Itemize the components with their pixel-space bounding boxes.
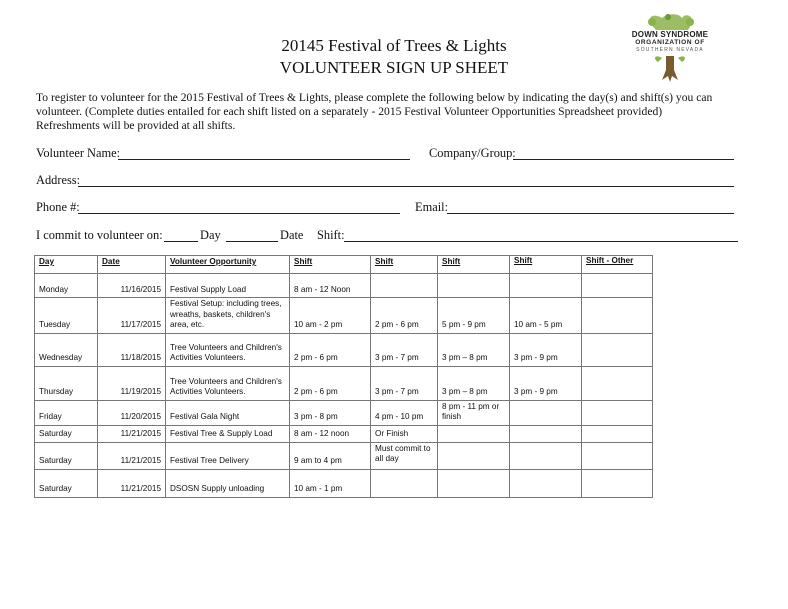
cell-date: 11/21/2015 xyxy=(98,469,166,497)
cell-day: Saturday xyxy=(35,425,98,442)
cell-shift[interactable]: 8 pm - 11 pm or finish xyxy=(438,400,510,425)
cell-shift[interactable] xyxy=(510,442,582,469)
column-header-date: Date xyxy=(98,256,166,274)
cell-date: 11/18/2015 xyxy=(98,333,166,366)
cell-shift[interactable] xyxy=(438,469,510,497)
cell-shift[interactable]: 10 am - 2 pm xyxy=(290,298,371,334)
column-header-shift: Shift xyxy=(290,256,371,274)
cell-shift[interactable]: 3 pm – 8 pm xyxy=(438,366,510,400)
logo-text-line3: SOUTHERN NEVADA xyxy=(636,47,704,53)
cell-date: 11/21/2015 xyxy=(98,425,166,442)
cell-shift-other[interactable] xyxy=(582,469,653,497)
cell-opportunity: Tree Volunteers and Children's Activities Volunteers. xyxy=(166,333,290,366)
cell-date: 11/19/2015 xyxy=(98,366,166,400)
cell-shift-other[interactable] xyxy=(582,442,653,469)
cell-shift[interactable]: 8 am - 12 noon xyxy=(290,425,371,442)
logo-text-line1: DOWN SYNDROME xyxy=(631,30,709,39)
table-header-row xyxy=(35,256,653,274)
cell-day: Saturday xyxy=(35,469,98,497)
table-row xyxy=(35,274,653,298)
commit-date-field[interactable] xyxy=(226,241,278,242)
intro-line: To register to volunteer for the 2015 Festival of Trees & Lights, please complete the following below by indicating the day(s) and shift(s) you can xyxy=(36,91,713,104)
logo-text-line2: ORGANIZATION OF xyxy=(635,39,705,46)
table-row xyxy=(35,366,653,400)
cell-shift[interactable]: 3 pm - 7 pm xyxy=(371,366,438,400)
page-subtitle: VOLUNTEER SIGN UP SHEET xyxy=(279,58,509,77)
cell-opportunity: DSOSN Supply unloading xyxy=(166,469,290,497)
cell-shift[interactable]: 10 am - 1 pm xyxy=(290,469,371,497)
cell-shift[interactable] xyxy=(438,274,510,298)
cell-shift-other[interactable] xyxy=(582,400,653,425)
cell-opportunity: Festival Setup: including trees, wreaths, baskets, children's area, etc. xyxy=(166,298,290,334)
intro-paragraph xyxy=(36,91,756,133)
column-header-day: Day xyxy=(35,256,98,274)
table-row xyxy=(35,425,653,442)
cell-shift[interactable] xyxy=(510,274,582,298)
cell-shift-other[interactable] xyxy=(582,425,653,442)
cell-opportunity: Festival Tree & Supply Load xyxy=(166,425,290,442)
table-row xyxy=(35,400,653,425)
phone-label: Phone #: xyxy=(36,200,80,214)
cell-date: 11/21/2015 xyxy=(98,442,166,469)
cell-shift[interactable]: 10 am - 5 pm xyxy=(510,298,582,334)
volunteer-name-label: Volunteer Name: xyxy=(36,146,121,160)
intro-line: Refreshments will be provided at all shifts. xyxy=(36,119,236,132)
cell-shift[interactable]: Or Finish xyxy=(371,425,438,442)
cell-shift[interactable]: 2 pm - 6 pm xyxy=(290,333,371,366)
cell-shift[interactable]: 2 pm - 6 pm xyxy=(371,298,438,334)
cell-date: 11/20/2015 xyxy=(98,400,166,425)
column-header-shift-other: Shift - Other xyxy=(582,256,653,274)
address-field[interactable] xyxy=(78,186,734,187)
cell-day: Friday xyxy=(35,400,98,425)
cell-shift-other[interactable] xyxy=(582,366,653,400)
intro-line: volunteer. (Complete duties entailed for each shift listed on a separately - 2015 Festival Volunteer Opportunities Spreadsheet provided) xyxy=(36,105,663,118)
cell-shift[interactable]: 3 pm - 9 pm xyxy=(510,333,582,366)
column-header-opportunity: Volunteer Opportunity xyxy=(166,256,290,274)
commit-label: I commit to volunteer on: xyxy=(36,228,163,242)
cell-day: Monday xyxy=(35,274,98,298)
cell-shift-other[interactable] xyxy=(582,274,653,298)
commit-shift-field[interactable] xyxy=(344,241,738,242)
phone-field[interactable] xyxy=(78,213,400,214)
cell-shift[interactable]: 8 am - 12 Noon xyxy=(290,274,371,298)
table-row xyxy=(35,298,653,334)
email-label: Email: xyxy=(415,200,449,214)
table-row xyxy=(35,469,653,497)
company-label: Company/Group: xyxy=(429,146,516,160)
volunteer-name-field[interactable] xyxy=(118,159,410,160)
cell-opportunity: Festival Supply Load xyxy=(166,274,290,298)
cell-day: Thursday xyxy=(35,366,98,400)
organization-logo xyxy=(622,14,718,84)
day-label: Day xyxy=(200,228,221,242)
cell-date: 11/16/2015 xyxy=(98,274,166,298)
address-label: Address: xyxy=(36,173,81,187)
cell-shift[interactable] xyxy=(438,425,510,442)
cell-day: Tuesday xyxy=(35,298,98,334)
cell-shift[interactable] xyxy=(510,469,582,497)
cell-shift[interactable]: 5 pm - 9 pm xyxy=(438,298,510,334)
cell-opportunity: Festival Tree Delivery xyxy=(166,442,290,469)
cell-shift[interactable]: 3 pm - 7 pm xyxy=(371,333,438,366)
cell-day: Wednesday xyxy=(35,333,98,366)
cell-shift-other[interactable] xyxy=(582,298,653,334)
commit-day-field[interactable] xyxy=(164,241,198,242)
cell-shift[interactable]: 3 pm – 8 pm xyxy=(438,333,510,366)
email-field[interactable] xyxy=(447,213,734,214)
cell-shift[interactable] xyxy=(371,469,438,497)
cell-shift[interactable] xyxy=(371,274,438,298)
schedule-table xyxy=(34,255,653,498)
cell-shift[interactable] xyxy=(438,442,510,469)
cell-shift[interactable]: 4 pm - 10 pm xyxy=(371,400,438,425)
cell-day: Saturday xyxy=(35,442,98,469)
cell-date: 11/17/2015 xyxy=(98,298,166,334)
cell-shift[interactable]: 2 pm - 6 pm xyxy=(290,366,371,400)
date-label: Date xyxy=(280,228,304,242)
cell-shift[interactable]: Must commit to all day xyxy=(371,442,438,469)
page-title: 20145 Festival of Trees & Lights xyxy=(281,36,507,55)
cell-opportunity: Tree Volunteers and Children's Activities Volunteers. xyxy=(166,366,290,400)
company-field[interactable] xyxy=(513,159,734,160)
cell-shift-other[interactable] xyxy=(582,333,653,366)
column-header-shift: Shift xyxy=(371,256,438,274)
cell-shift[interactable]: 3 pm - 8 pm xyxy=(290,400,371,425)
shift-label: Shift: xyxy=(317,228,345,242)
column-header-shift: Shift xyxy=(510,256,582,274)
cell-shift[interactable]: 3 pm - 9 pm xyxy=(510,366,582,400)
table-row xyxy=(35,333,653,366)
column-header-shift: Shift xyxy=(438,256,510,274)
cell-opportunity: Festival Gala Night xyxy=(166,400,290,425)
table-row xyxy=(35,442,653,469)
cell-shift[interactable]: 9 am to 4 pm xyxy=(290,442,371,469)
cell-shift[interactable] xyxy=(510,400,582,425)
cell-shift[interactable] xyxy=(510,425,582,442)
